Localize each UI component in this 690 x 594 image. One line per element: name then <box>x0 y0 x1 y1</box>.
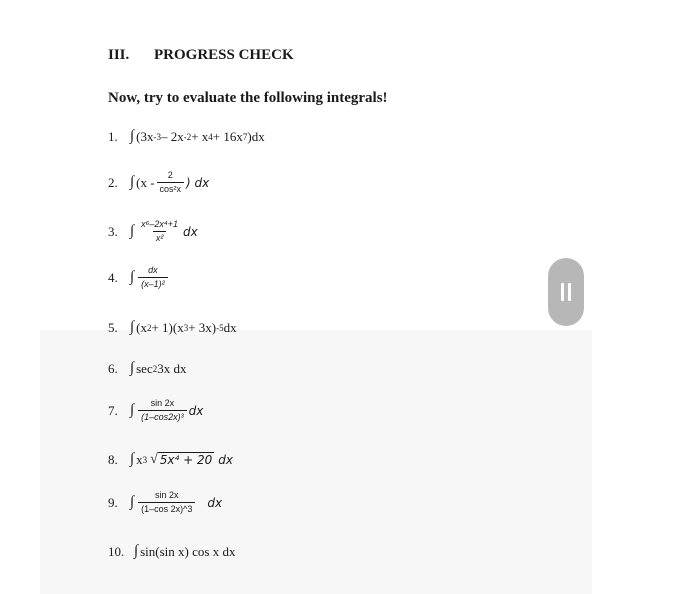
integral-sign: ∫ <box>130 269 135 285</box>
grip-icon <box>561 283 564 301</box>
fraction: $\frac{\sin 2x}{\text{(1–cos2x)³}}$ <box>138 398 187 423</box>
integral-sign: ∫ <box>130 494 135 510</box>
grip-icon <box>568 283 571 301</box>
square-root: √ 5x⁴ + 20 <box>150 452 213 467</box>
integral-sign: ∫ <box>130 223 135 239</box>
section-number: III. <box>108 47 130 63</box>
integral-sign: ∫ <box>130 319 135 335</box>
section-title: PROGRESS CHECK <box>154 47 294 63</box>
problem-8: 8. ∫ x 3 √ 5x⁴ + 20 dx <box>108 451 234 467</box>
integral-sign: ∫ <box>130 402 135 418</box>
problem-7: 7. ∫ $\frac{\sin 2x}{\text{(1–cos2x)³}}$ dx <box>108 398 204 422</box>
integral-sign: ∫ <box>134 543 139 559</box>
fraction: $\frac{2}{\text{cos²x}}$ <box>157 170 185 195</box>
problem-2: 2. ∫ (x - $\frac{2}{\text{cos²x}}$ ) dx <box>108 170 210 194</box>
section-heading <box>108 47 294 64</box>
problem-3: 3. ∫ $\frac{\text{x⁶–2x⁴+1}}{\text{x²}}$ dx <box>108 219 198 243</box>
scroll-handle[interactable] <box>548 258 584 326</box>
fraction: $\frac{dx}{\text{(x–1)²}}$ <box>138 265 168 290</box>
problem-10: 10. ∫ sin(sin x) cos x dx <box>108 543 236 559</box>
integral-sign: ∫ <box>130 451 135 467</box>
integral-sign: ∫ <box>130 128 135 144</box>
problem-5: 5. ∫ (x 2 + 1)(x 3 + 3x) -5 dx <box>108 319 237 335</box>
fraction: $\frac{\sin 2x}{(1-\cos 2x)\^{}3}$ <box>138 490 195 515</box>
fraction: $\frac{\text{x⁶–2x⁴+1}}{\text{x²}}$ <box>141 219 179 243</box>
integral-sign: ∫ <box>130 360 135 376</box>
problem-4: 4. ∫ $\frac{dx}{\text{(x–1)²}}$ <box>108 265 170 290</box>
problem-1: 1. ∫ (3x -3 – 2x -2 + x 4 + 16x 7 )dx <box>108 128 265 144</box>
problem-6: 6. ∫ sec 2 3x dx <box>108 360 187 376</box>
problem-9: 9. ∫ $\frac{\sin 2x}{(1-\cos 2x)\^{}3}$ dx <box>108 490 223 514</box>
radical-sign-icon: √ <box>150 452 158 467</box>
instruction-text: Now, try to evaluate the following integrals! <box>108 90 388 106</box>
integral-sign: ∫ <box>130 174 135 190</box>
